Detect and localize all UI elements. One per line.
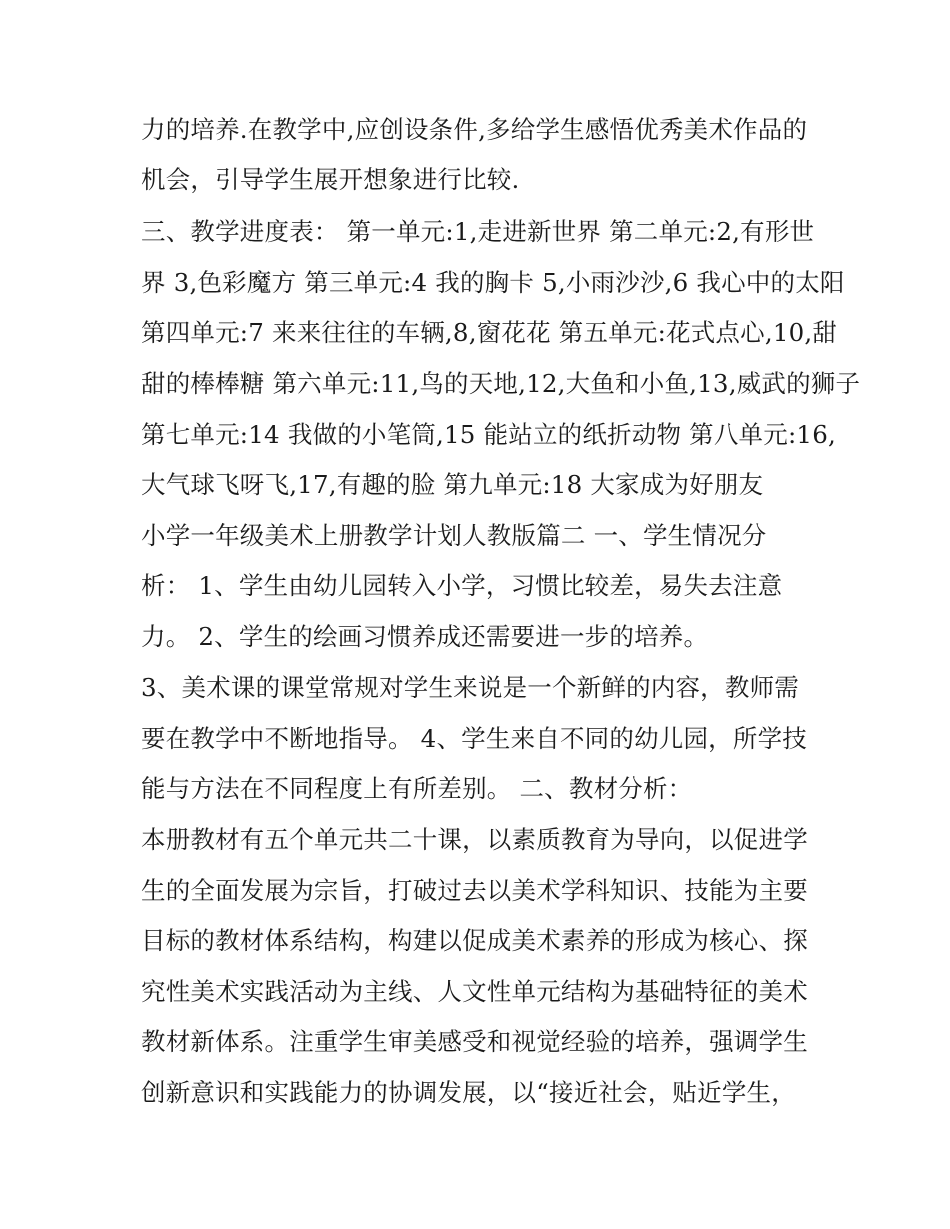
text-line: 目标的教材体系结构，构建以促成美术素养的形成为核心、探 [141, 926, 808, 955]
text-line: 创新意识和实践能力的协调发展，以“接近社会，贴近学生， [141, 1078, 796, 1107]
text-line: 要在教学中不断地指导。 4、学生来自不同的幼儿园，所学技 [141, 724, 807, 753]
text-line: 究性美术实践活动为主线、人文性单元结构为基础特征的美术 [141, 977, 808, 1006]
text-line: 小学一年级美术上册教学计划人教版篇二 一、学生情况分 [141, 521, 767, 550]
text-line: 能与方法在不同程度上有所差别。 二、教材分析： [141, 774, 693, 803]
text-line: 3、美术课的课堂常规对学生来说是一个新鲜的内容，教师需 [141, 673, 799, 702]
text-line: 第四单元:7 来来往往的车辆,8,窗花花 第五单元:花式点心,10,甜 [141, 318, 838, 347]
text-line: 生的全面发展为宗旨，打破过去以美术学科知识、技能为主要 [141, 876, 808, 905]
text-line: 甜的棒棒糖 第六单元:11,鸟的天地,12,大鱼和小鱼,13,威武的狮子 [141, 369, 861, 398]
text-line: 大气球飞呀飞,17,有趣的脸 第九单元:18 大家成为好朋友 [141, 470, 764, 499]
text-line: 第七单元:14 我做的小笔筒,15 能站立的纸折动物 第八单元:16, [141, 420, 836, 449]
text-line: 机会，引导学生展开想象进行比较. [141, 165, 520, 194]
text-line: 力。 2、学生的绘画习惯养成还需要进一步的培养。 [141, 622, 709, 651]
text-line: 教材新体系。注重学生审美感受和视觉经验的培养，强调学生 [141, 1027, 808, 1056]
text-line: 本册教材有五个单元共二十课，以素质教育为导向，以促进学 [141, 825, 808, 854]
text-line: 三、教学进度表： 第一单元:1,走进新世界 第二单元:2,有形世 [141, 217, 815, 246]
text-line: 析： 1、学生由幼儿园转入小学，习惯比较差，易失去注意 [141, 571, 783, 600]
text-line: 界 3,色彩魔方 第三单元:4 我的胸卡 5,小雨沙沙,6 我心中的太阳 [141, 268, 845, 297]
text-line: 力的培养.在教学中,应创设条件,多给学生感悟优秀美术作品的 [141, 115, 808, 144]
